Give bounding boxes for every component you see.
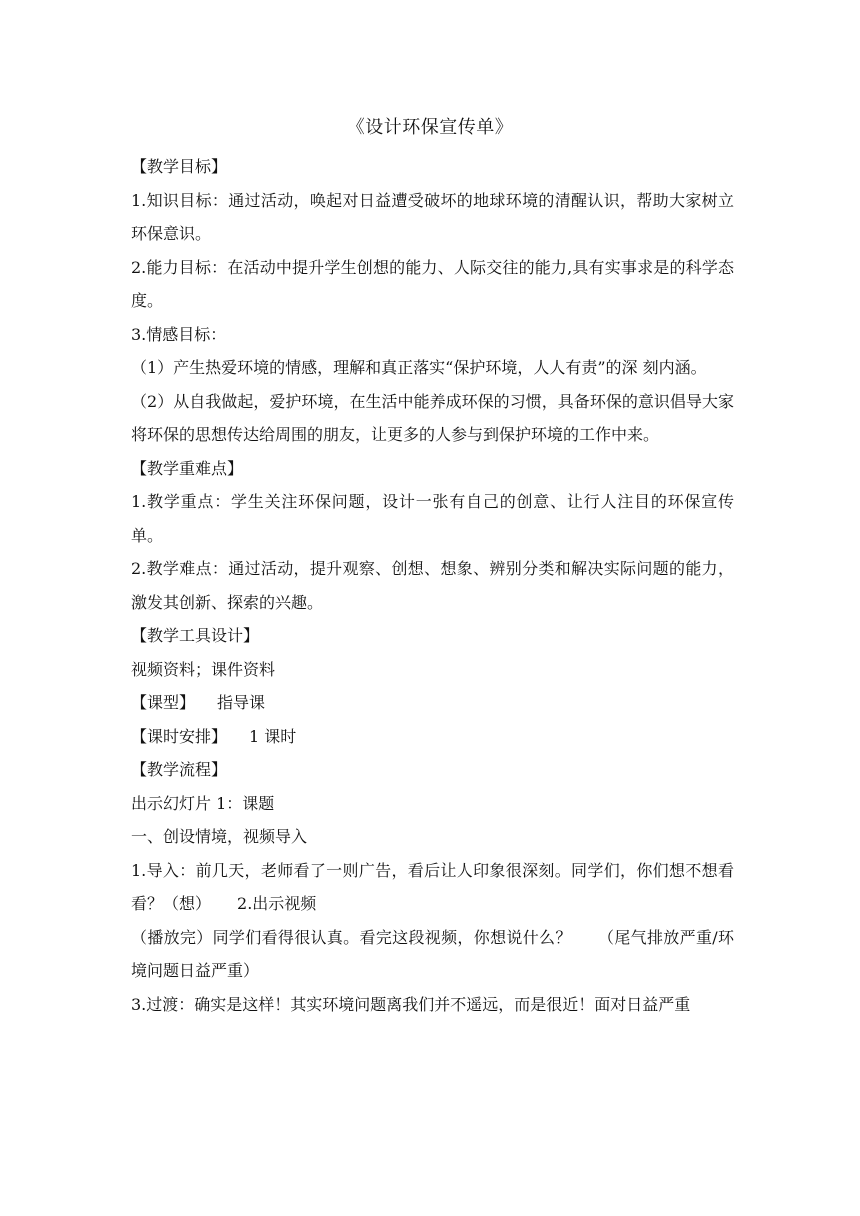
- paragraph-key-point: 1.教学重点：学生关注环保问题，设计一张有自己的创意、让行人注目的环保宣传单。: [131, 492, 734, 545]
- paragraph-emotion-item-1: （1）产生热爱环境的情感，理解和真正落实“保护环境，人人有责”的深 刻内涵。: [131, 358, 707, 377]
- schedule-label: 【课时安排】: [131, 726, 228, 746]
- course-type-value: 指导课: [217, 693, 266, 712]
- section-heading-tools: 【教学工具设计】: [131, 626, 260, 645]
- paragraph-knowledge-goal: 1.知识目标：通过活动，唤起对日益遭受破坏的地球环境的清醒认识，帮助大家树立环保意识。: [131, 190, 734, 243]
- section-heading-key-points: 【教学重难点】: [131, 458, 244, 478]
- paragraph-emotion-goal: 3.情感目标：: [131, 324, 227, 344]
- section-heading-process: 【教学流程】: [131, 760, 228, 779]
- step2-text: 2.出示视频: [237, 894, 317, 913]
- paragraph-emotion-item-2: （2）从自我做起，爱护环境，在生活中能养成环保的习惯，具备环保的意识倡导大家将环保的思想传达给周围的朋友，让更多的人参与到保护环境的工作中来。: [131, 391, 734, 444]
- paragraph-ability-goal: 2.能力目标：在活动中提升学生创想的能力、人际交往的能力,具有实事求是的科学态度。: [131, 257, 734, 310]
- paragraph-difficult-point: 2.教学难点：通过活动，提升观察、创想、想象、辨别分类和解决实际问题的能力，激发其创新、探索的兴趣。: [131, 559, 734, 612]
- paragraph-course-type: [131, 686, 734, 720]
- paragraph-slide-1: 出示幻灯片 1：课题: [131, 793, 275, 813]
- document-title: 《设计环保宣传单》: [346, 117, 514, 138]
- schedule-value: 1 课时: [249, 726, 297, 746]
- section-heading-objectives: 【教学目标】: [131, 157, 228, 176]
- after-video-answer: （尾气排放严重/环境问题日益严重）: [131, 927, 734, 980]
- after-video-text: （播放完）同学们看得很认真。看完这段视频，你想说什么？: [131, 927, 572, 947]
- paragraph-lead-in: [131, 854, 734, 921]
- paragraph-after-video: [131, 921, 734, 988]
- paragraph-schedule: [131, 720, 734, 754]
- paragraph-transition: 3.过渡：确实是这样！其实环境问题离我们并不遥远，而是很近！面对日益严重: [131, 994, 691, 1014]
- paragraph-tools: 视频资料；课件资料: [131, 659, 276, 679]
- document-body: [131, 150, 734, 1021]
- course-type-label: 【课型】: [131, 693, 196, 712]
- step1-text: 1.导入：前几天，老师看了一则广告，看后让人印象很深刻。同学们，你们想不想看看？（想）: [131, 860, 734, 913]
- paragraph-step-intro: 一、创设情境，视频导入: [131, 827, 308, 846]
